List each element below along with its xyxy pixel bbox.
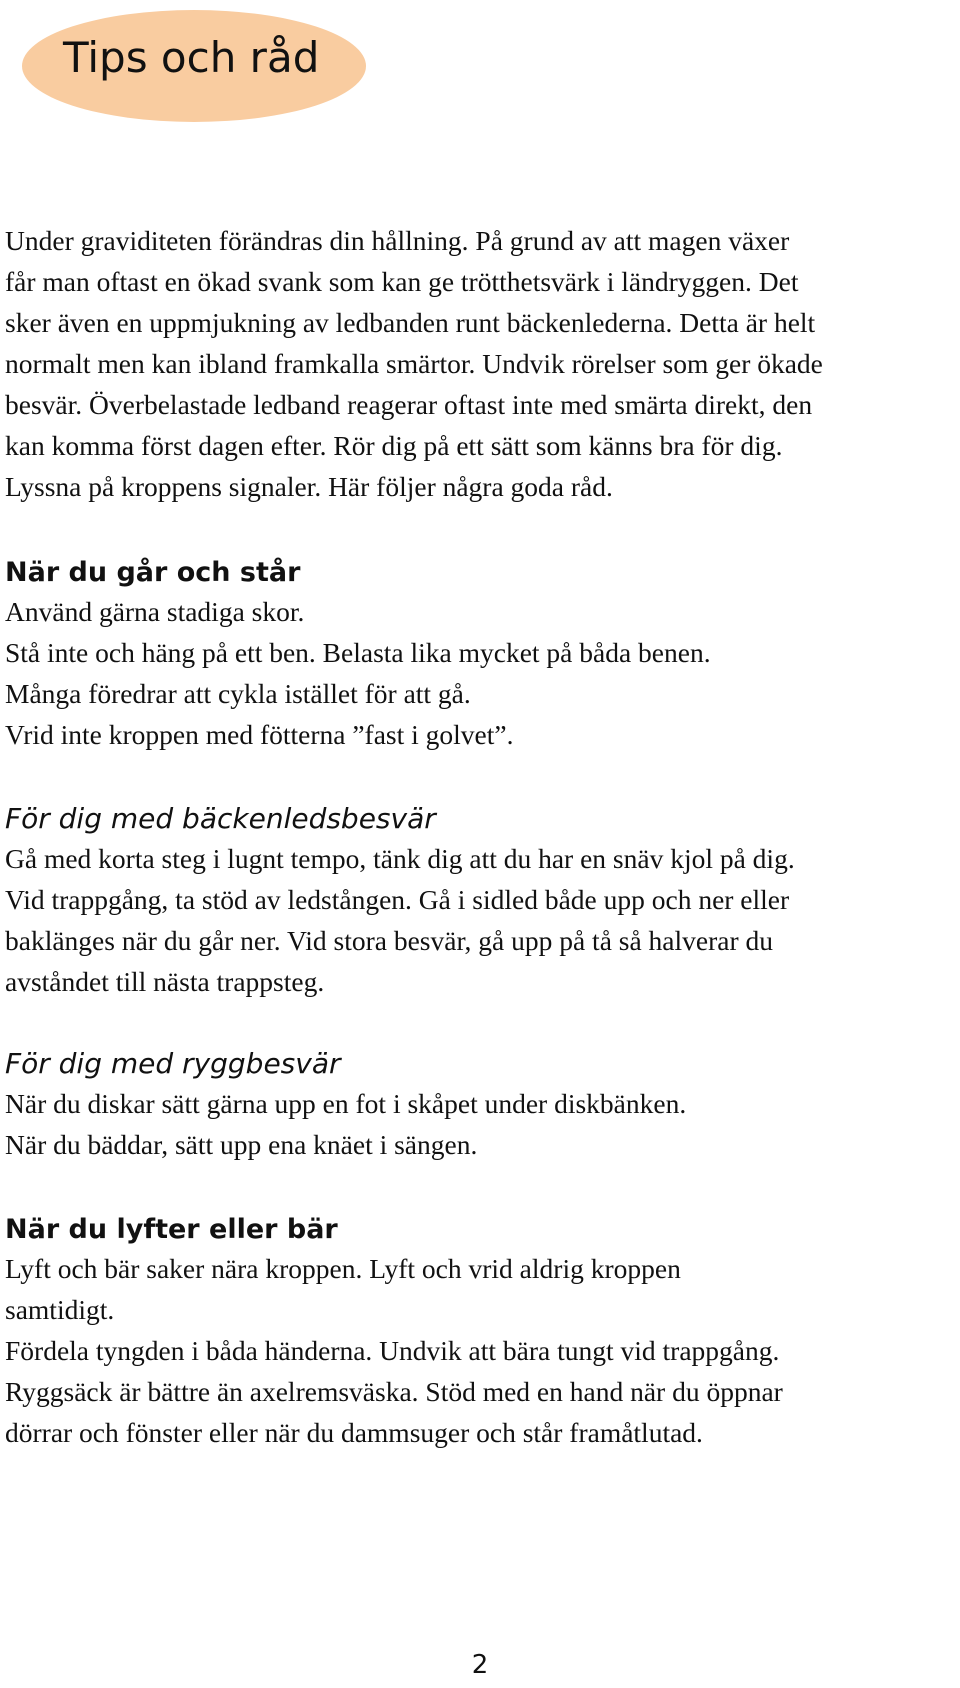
page-number: 2 (471, 1650, 489, 1680)
section-line: Lyft och bär saker nära kroppen. Lyft och vrid aldrig kroppen (5, 1253, 681, 1284)
section-line: När du bäddar, sätt upp ena knäet i sängen. (5, 1129, 478, 1160)
section-line: Använd gärna stadiga skor. (5, 596, 305, 627)
intro-paragraph (5, 220, 955, 507)
intro-line: normalt men kan ibland framkalla smärtor. Undvik rörelser som ger ökade (5, 348, 823, 379)
section-line: dörrar och fönster eller när du dammsuger och står framåtlutad. (5, 1417, 703, 1448)
section-line: avståndet till nästa trappsteg. (5, 966, 325, 997)
section-back-pain (5, 1045, 955, 1165)
section-line: Gå med korta steg i lugnt tempo, tänk dig att du har en snäv kjol på dig. (5, 843, 795, 874)
section-line: Många föredrar att cykla istället för att gå. (5, 678, 471, 709)
intro-line: sker även en uppmjukning av ledbanden runt bäckenlederna. Detta är helt (5, 307, 816, 338)
intro-line: Lyssna på kroppens signaler. Här följer några goda råd. (5, 471, 613, 502)
section-pelvic-pain (5, 800, 955, 1002)
section-heading: När du lyfter eller bär (5, 1214, 338, 1245)
intro-line: kan komma först dagen efter. Rör dig på ett sätt som känns bra för dig. (5, 430, 783, 461)
section-heading: När du går och står (5, 557, 301, 588)
section-body (5, 591, 955, 755)
section-line: samtidigt. (5, 1294, 115, 1325)
page-title: Tips och råd (63, 33, 320, 82)
section-line: Fördela tyngden i båda händerna. Undvik att bära tungt vid trappgång. (5, 1335, 780, 1366)
section-body (5, 838, 955, 1002)
section-body (5, 1083, 955, 1165)
intro-line: får man oftast en ökad svank som kan ge trötthetsvärk i ländryggen. Det (5, 266, 799, 297)
section-line: När du diskar sätt gärna upp en fot i skåpet under diskbänken. (5, 1088, 687, 1119)
section-heading: För dig med ryggbesvär (5, 1047, 341, 1080)
section-lifting-carrying (5, 1212, 955, 1453)
section-line: baklänges när du går ner. Vid stora besvär, gå upp på tå så halverar du (5, 925, 773, 956)
section-heading: För dig med bäckenledsbesvär (5, 802, 436, 835)
intro-line: Under graviditeten förändras din hållning. På grund av att magen växer (5, 225, 790, 256)
section-line: Vrid inte kroppen med fötterna ”fast i golvet”. (5, 719, 514, 750)
section-line: Ryggsäck är bättre än axelremsväska. Stöd med en hand när du öppnar (5, 1376, 783, 1407)
section-line: Stå inte och häng på ett ben. Belasta lika mycket på båda benen. (5, 637, 711, 668)
intro-line: besvär. Överbelastade ledband reagerar oftast inte med smärta direkt, den (5, 389, 813, 420)
section-body (5, 1248, 955, 1453)
section-line: Vid trappgång, ta stöd av ledstången. Gå i sidled både upp och ner eller (5, 884, 790, 915)
section-walking-standing (5, 555, 955, 755)
